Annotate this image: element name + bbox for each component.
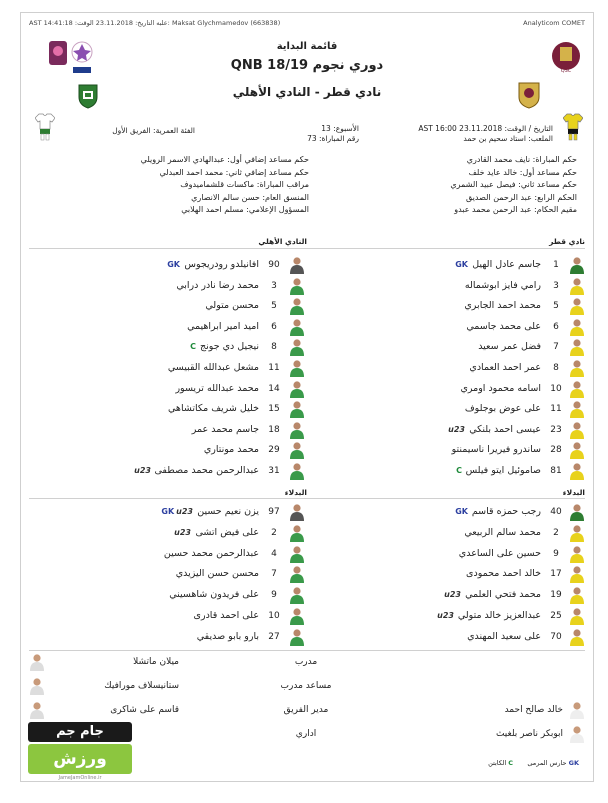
player-tags: [453, 507, 468, 516]
gk-badge: GK: [167, 260, 180, 269]
player-row: [29, 586, 305, 604]
week-info: [271, 124, 359, 144]
legend-captain: [488, 759, 513, 767]
player-photo: [569, 359, 585, 377]
gk-symbol: GK: [568, 759, 579, 767]
player-photo: [289, 297, 305, 315]
player-photo: [289, 441, 305, 459]
player-row: [29, 441, 305, 459]
player-row: [29, 545, 305, 563]
player-row: [29, 400, 305, 418]
player-row: [29, 421, 305, 439]
officials-left: [109, 154, 309, 217]
legend-gk: [527, 759, 579, 767]
match-datetime: التاريخ / الوقت: AST 16:00 23.11.2018: [418, 124, 553, 133]
player-number: 15: [268, 404, 280, 415]
player-number: 2: [553, 527, 559, 538]
player-photo: [289, 565, 305, 583]
player-number: 28: [550, 445, 562, 456]
player-tags: [132, 466, 151, 475]
player-name: اميد امير ابراهيمي: [187, 320, 259, 332]
divider: [29, 650, 585, 651]
player-name: عبدالرحمن محمد مصطفى: [154, 465, 259, 476]
sheet-title: قائمة البداية: [276, 41, 338, 52]
watermark-line1: جام جم: [56, 724, 104, 739]
player-photo: [289, 277, 305, 295]
player-tags: [159, 507, 193, 516]
captain-badge: C: [190, 342, 196, 352]
player-number: 7: [271, 569, 277, 580]
gk-badge: GK: [455, 507, 468, 516]
player-name: عيسى احمد بلنكي: [469, 423, 541, 435]
player-row: [315, 628, 585, 646]
player-tags: [165, 260, 180, 269]
analyticom-brand: Analyticom COMET: [523, 19, 585, 27]
player-photo: [569, 297, 585, 315]
player-row: [29, 277, 305, 295]
player-number: 11: [268, 363, 280, 373]
player-row: [29, 565, 305, 583]
player-number: 31: [268, 466, 280, 476]
player-name: عبدالرحمن محمد حسين: [163, 547, 259, 559]
away-team-header: النادي الأهلي: [258, 237, 307, 246]
player-row: [315, 565, 585, 583]
player-photo: [569, 318, 585, 336]
player-row: [29, 524, 305, 542]
player-photo: [569, 400, 585, 418]
player-name: يزن نعيم حسين: [197, 506, 259, 517]
official: حكم مساعد أول: خالد عايد خلف: [468, 167, 577, 177]
home-subs-header: البدلاء: [562, 488, 585, 497]
captain-text: الكابتن: [488, 759, 507, 767]
player-tags: [188, 342, 196, 351]
player-name: صاموئيل ايتو فيلس: [465, 465, 541, 476]
official: مراقب المباراة: ماكسات قلشماميدوف: [180, 180, 309, 189]
player-name: محمد فتحي العلمي: [465, 589, 541, 601]
player-number: 18: [268, 424, 280, 435]
player-name: على سعيد المهندي: [467, 630, 541, 642]
player-number: 40: [550, 507, 562, 517]
player-number: 27: [268, 631, 280, 642]
player-row: [29, 359, 305, 377]
player-row: [315, 256, 585, 274]
player-name: محسن حسن اليزيدي: [175, 568, 259, 580]
player-number: 8: [271, 342, 277, 353]
gk-badge: GK: [455, 260, 468, 269]
player-name: نيجيل دي جونج: [200, 341, 259, 353]
player-photo: [289, 256, 305, 274]
player-photo: [569, 256, 585, 274]
away-staff-name: قاسم على شاكرى: [110, 705, 179, 715]
away-staff-name: ميلان ماتشلا: [133, 657, 179, 667]
player-name: عبدالعزيز خالد متولي: [457, 610, 541, 621]
official: مقيم الحكام: عبد الرحمن محمد عبدو: [454, 205, 577, 214]
player-name: افانيلدو رودريجوس: [184, 259, 259, 270]
captain-symbol: C: [508, 759, 513, 767]
player-photo: [569, 441, 585, 459]
player-number: 2: [271, 527, 277, 538]
player-number: 4: [271, 548, 277, 559]
player-photo: [569, 462, 585, 480]
player-photo: [289, 462, 305, 480]
official: الحكم الرابع: عبد الرحمن الصديق: [465, 192, 577, 202]
home-staff-name: ابوبكر ناصر بلغيث: [495, 729, 563, 739]
date-info: [353, 124, 553, 144]
player-name: رجب حمزه قاسم: [471, 506, 541, 517]
player-row: [315, 338, 585, 356]
staff-photo: [569, 725, 585, 747]
player-row: [315, 359, 585, 377]
watermark-url: JameJamOnline.ir: [58, 775, 102, 781]
official: المسؤول الإعلامي: مسلم احمد الهلابي: [181, 205, 309, 214]
player-row: [315, 318, 585, 336]
player-number: 23: [550, 424, 562, 435]
staff-role: مساعد مدرب: [280, 681, 332, 691]
watermark-top: [28, 722, 132, 742]
player-number: 8: [553, 363, 559, 373]
player-name: جاسم محمد عمر: [191, 423, 259, 435]
player-photo: [569, 524, 585, 542]
player-name: اسامه محمود اومري: [460, 382, 541, 394]
staff-photo: [29, 701, 45, 723]
u23-badge: u23: [444, 590, 461, 600]
player-number: 1: [553, 260, 559, 270]
watermark-line2: ورزش: [53, 749, 107, 769]
player-row: [315, 545, 585, 563]
player-photo: [569, 565, 585, 583]
player-name: مشعل عبدالله القبيسي: [167, 362, 259, 373]
lineup-sheet: [20, 12, 594, 782]
player-row: [315, 380, 585, 398]
top-bar: [29, 19, 585, 31]
player-photo: [569, 586, 585, 604]
player-number: 7: [553, 342, 559, 353]
home-staff-name: خالد صالح احمد: [504, 705, 563, 715]
player-photo: [289, 503, 305, 521]
staff-photo: [569, 701, 585, 723]
u23-badge: u23: [176, 507, 193, 516]
svg-text:QSC: QSC: [560, 68, 572, 74]
player-number: 5: [271, 301, 277, 312]
player-number: 97: [268, 507, 280, 517]
staff-photo: [29, 677, 45, 699]
player-number: 9: [271, 590, 277, 601]
player-name: على فريدون شاهسيني: [169, 589, 259, 601]
officials-right: [337, 154, 577, 217]
player-row: [315, 462, 585, 480]
u23-badge: u23: [174, 527, 191, 537]
player-number: 6: [553, 321, 559, 332]
player-row: [29, 607, 305, 625]
player-number: 25: [550, 611, 562, 621]
player-name: على احمد قادرى: [193, 610, 259, 621]
player-number: 3: [553, 280, 559, 291]
player-photo: [289, 607, 305, 625]
player-row: [29, 318, 305, 336]
player-photo: [289, 400, 305, 418]
player-photo: [289, 380, 305, 398]
player-name: خالد احمد محمودى: [466, 568, 541, 580]
player-row: [29, 380, 305, 398]
player-number: 19: [550, 590, 562, 601]
player-name: على فيض اتشى: [195, 526, 259, 538]
player-tags: [454, 466, 462, 475]
player-row: [29, 338, 305, 356]
official: حكم مساعد إضافي أول: عبدالهادي الاسمر الرويلي: [140, 155, 309, 164]
u23-badge: u23: [437, 611, 454, 620]
player-photo: [289, 586, 305, 604]
player-photo: [569, 277, 585, 295]
player-name: محسن متولي: [205, 300, 259, 312]
away-subs-header: البدلاء: [284, 488, 307, 497]
player-number: 81: [550, 466, 562, 476]
player-number: 3: [271, 280, 277, 291]
player-row: [315, 441, 585, 459]
captain-badge: C: [456, 466, 462, 475]
player-name: عمر احمد العمادي: [469, 362, 541, 373]
player-name: محمد احمد الجابري: [464, 300, 541, 312]
player-tags: [435, 611, 454, 620]
player-name: حسين على الساعدي: [458, 547, 541, 559]
player-row: [315, 503, 585, 521]
player-photo: [569, 545, 585, 563]
player-name: خليل شريف مكاتشاهي: [168, 403, 259, 415]
player-row: [29, 628, 305, 646]
stadium: الملعب: استاد سحيم بن حمد: [463, 134, 553, 143]
player-name: فضل عمر سعيد: [478, 341, 541, 353]
player-number: 10: [268, 611, 280, 621]
player-photo: [289, 421, 305, 439]
player-row: [315, 277, 585, 295]
player-number: 17: [550, 569, 562, 580]
u23-badge: u23: [448, 424, 465, 434]
official: حكم مساعد ثاني: فيصل عبيد الشمري: [450, 180, 577, 189]
player-row: [315, 524, 585, 542]
player-photo: [569, 380, 585, 398]
gk-badge: GK: [161, 507, 175, 516]
print-info: (Maksat Glychmamedov (663838 :علبه التاريخ: 23.11.2018 الوقت: 14:41:18 AST: [29, 19, 281, 27]
age-category: الفئة العمرية: الفريق الأول: [112, 126, 195, 135]
player-photo: [289, 524, 305, 542]
player-number: 11: [550, 404, 562, 415]
player-name: على محمد جاسمي: [466, 320, 541, 332]
divider: [29, 248, 585, 249]
player-photo: [569, 503, 585, 521]
home-shirt-icon: [563, 113, 583, 145]
player-number: 6: [271, 321, 277, 332]
player-name: رامي فايز ابوشماله: [464, 279, 541, 291]
week: الأسبوع: 13: [321, 124, 359, 133]
player-row: [29, 297, 305, 315]
staff-role: مدير الفريق: [283, 705, 329, 715]
official: حكم المباراة: نايف محمد القادري: [466, 155, 577, 164]
player-name: بارو بابو صديقي: [196, 630, 259, 642]
staff-role: مدرب: [294, 657, 318, 667]
official: حكم مساعد إضافي ثاني: محمد احمد العبدلي: [159, 167, 309, 177]
player-row: [29, 503, 305, 521]
player-photo: [289, 359, 305, 377]
player-name: محمد رضا نادر درابي: [176, 279, 259, 291]
player-name: محمد مونتاري: [203, 444, 259, 456]
player-number: 9: [553, 548, 559, 559]
player-number: 14: [268, 383, 280, 394]
official: المنسق العام: حسن سالم الانصاري: [191, 192, 309, 202]
match-number: رقم المباراة: 73: [307, 134, 359, 143]
player-name: جاسم عادل الهيل: [472, 259, 541, 270]
player-photo: [569, 421, 585, 439]
player-photo: [289, 628, 305, 646]
player-name: على عوض بوجلوف: [464, 403, 541, 415]
u23-badge: u23: [134, 466, 151, 475]
player-photo: [289, 545, 305, 563]
player-number: 29: [268, 445, 280, 456]
player-photo: [289, 338, 305, 356]
player-row: [315, 607, 585, 625]
player-row: [315, 421, 585, 439]
away-shirt-icon: [35, 113, 55, 145]
player-number: 90: [268, 260, 280, 270]
player-row: [315, 586, 585, 604]
player-number: 5: [553, 301, 559, 312]
player-photo: [569, 607, 585, 625]
league-title: دوري نجوم QNB 18/19: [230, 58, 384, 73]
home-team-header: نادي قطر: [549, 237, 585, 246]
player-photo: [569, 338, 585, 356]
player-row: [315, 400, 585, 418]
player-tags: [453, 260, 468, 269]
player-row: [29, 462, 305, 480]
player-photo: [289, 318, 305, 336]
jamejam-watermark: [28, 722, 132, 784]
watermark-bottom: [28, 744, 132, 774]
player-number: 70: [550, 631, 562, 642]
divider: [29, 498, 585, 499]
gk-text: حارس المرمى: [527, 759, 567, 767]
player-tags: [172, 528, 191, 537]
staff-photo: [29, 653, 45, 675]
player-tags: [442, 590, 461, 599]
player-photo: [569, 628, 585, 646]
player-number: 10: [550, 383, 562, 394]
player-row: [315, 297, 585, 315]
away-staff-name: ستانيسلاف مورافيك: [104, 681, 179, 691]
match-title: نادي قطر - النادي الأهلي: [232, 85, 382, 99]
staff-role: اداري: [295, 729, 317, 739]
player-name: محمد سالم الربيعي: [464, 526, 541, 538]
player-row: [29, 256, 305, 274]
player-name: محمد عبدالله تريسور: [175, 382, 259, 394]
player-tags: [446, 425, 465, 434]
player-name: ساندرو فيريرا ناسيمنتو: [451, 444, 541, 456]
